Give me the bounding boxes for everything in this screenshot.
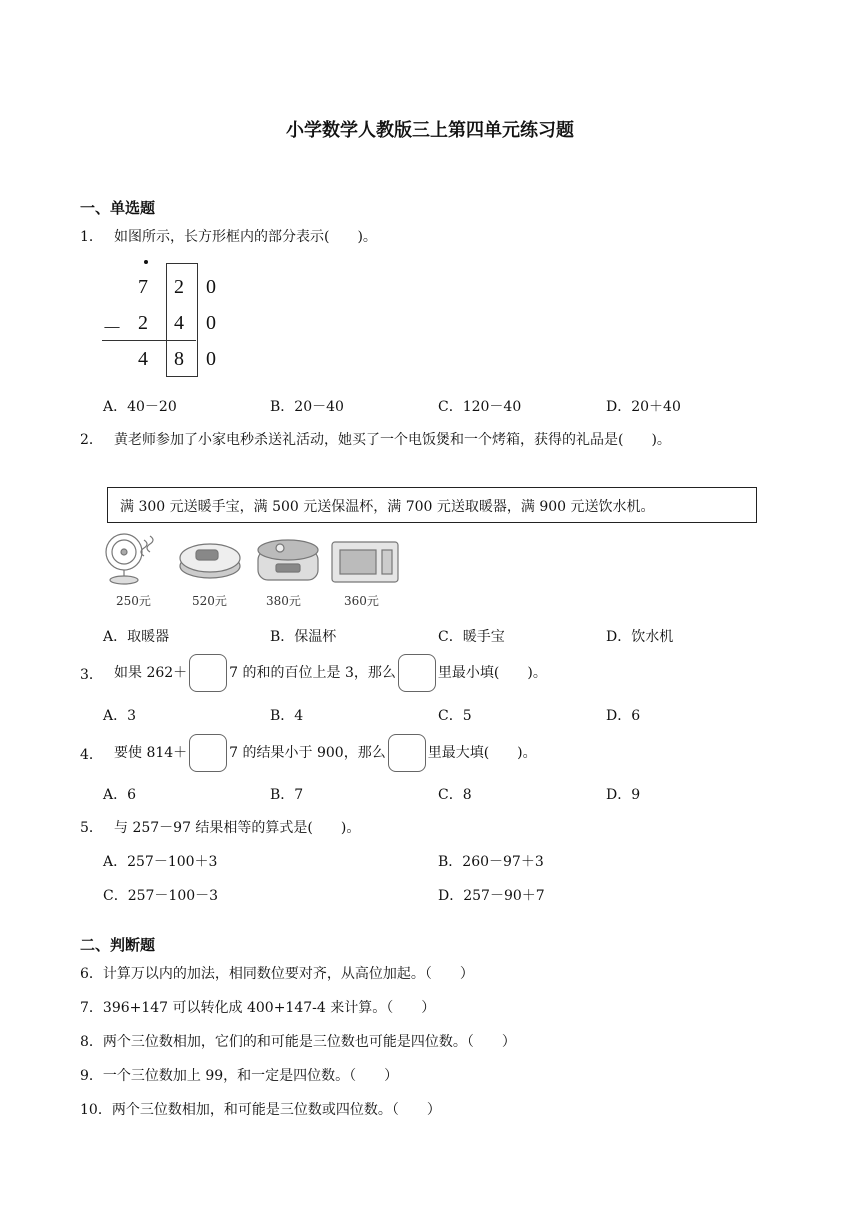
judgement-item-10: 10．两个三位数相加，和可能是三位数或四位数。（ ） — [80, 1102, 441, 1118]
section-heading-single-choice: 一、单选题 — [80, 199, 156, 217]
question-3-text-part: 如果 262＋ — [114, 665, 188, 681]
option-b[interactable]: B．4 — [270, 708, 304, 724]
question-4-text-part: 7 的结果小于 900，那么 — [229, 745, 386, 761]
question-4-text-part: 里最大填( )。 — [427, 745, 537, 761]
option-d[interactable]: D．9 — [606, 787, 641, 803]
question-4-text-part: 要使 814＋ — [114, 745, 188, 761]
question-3-number: 3． — [80, 667, 103, 683]
question-4-number: 4． — [80, 747, 103, 763]
rice-cooker-icon — [258, 540, 318, 580]
digit: 7 — [138, 276, 148, 298]
option-d[interactable]: D．257－90＋7 — [438, 888, 545, 904]
question-3-text — [114, 654, 547, 692]
price-label: 380元 — [266, 594, 301, 608]
digit: 0 — [206, 276, 216, 298]
page-title: 小学数学人教版三上第四单元练习题 — [286, 120, 574, 141]
minus-sign: － — [102, 318, 122, 340]
question-1-text: 如图所示，长方形框内的部分表示( )。 — [114, 229, 377, 245]
judgement-item-6: 6．计算万以内的加法，相同数位要对齐，从高位加起。（ ） — [80, 966, 474, 982]
price-label: 520元 — [192, 594, 227, 608]
answer-blank-box[interactable] — [398, 654, 436, 692]
option-a[interactable]: A．257－100＋3 — [103, 854, 218, 870]
answer-blank-box[interactable] — [388, 734, 426, 772]
option-c[interactable]: C．暖手宝 — [438, 629, 505, 645]
option-c[interactable]: C．257－100－3 — [103, 888, 219, 904]
digit: 8 — [174, 348, 184, 370]
promotion-box: 满 300 元送暖手宝，满 500 元送保温杯，满 700 元送取暖器，满 900 元送饮水机。 — [107, 487, 757, 523]
question-3-text-part: 里最小填( )。 — [437, 665, 547, 681]
digit: 4 — [138, 348, 148, 370]
option-d[interactable]: D．饮水机 — [606, 629, 674, 645]
option-a[interactable]: A．取暖器 — [103, 629, 170, 645]
option-c[interactable]: C．5 — [438, 708, 472, 724]
question-3-text-part: 7 的和的百位上是 3，那么 — [229, 665, 396, 681]
question-5-number: 5． — [80, 820, 103, 836]
option-d[interactable]: D．20＋40 — [606, 399, 681, 415]
option-c[interactable]: C．120－40 — [438, 399, 522, 415]
option-b[interactable]: B．260－97＋3 — [438, 854, 544, 870]
appliance-images — [100, 530, 410, 590]
question-4-text — [114, 734, 537, 772]
question-2-number: 2． — [80, 432, 103, 448]
digit: 2 — [138, 312, 148, 334]
question-5-text: 与 257－97 结果相等的算式是( )。 — [114, 820, 361, 836]
answer-blank-box[interactable] — [189, 734, 227, 772]
sum-line — [102, 340, 196, 341]
digit: 0 — [206, 312, 216, 334]
price-label: 360元 — [344, 594, 379, 608]
price-label: 250元 — [116, 594, 151, 608]
option-b[interactable]: B．7 — [270, 787, 304, 803]
digit: 4 — [174, 312, 184, 334]
section-heading-true-false: 二、判断题 — [80, 936, 156, 954]
option-a[interactable]: A．3 — [103, 708, 137, 724]
digit: 2 — [174, 276, 184, 298]
answer-blank-box[interactable] — [189, 654, 227, 692]
question-2-text: 黄老师参加了小家电秒杀送礼活动，她买了一个电饭煲和一个烤箱，获得的礼品是( )。 — [114, 432, 671, 448]
digit: 0 — [206, 348, 216, 370]
option-a[interactable]: A．6 — [103, 787, 137, 803]
judgement-item-8: 8．两个三位数相加，它们的和可能是三位数也可能是四位数。（ ） — [80, 1034, 516, 1050]
judgement-item-9: 9．一个三位数加上 99，和一定是四位数。（ ） — [80, 1068, 399, 1084]
judgement-item-7: 7．396+147 可以转化成 400+147-4 来计算。（ ） — [80, 1000, 436, 1016]
heater-fan-icon — [106, 534, 153, 584]
robot-vacuum-icon — [180, 544, 240, 578]
option-b[interactable]: B．保温杯 — [270, 629, 337, 645]
option-b[interactable]: B．20－40 — [270, 399, 344, 415]
question-1-number: 1． — [80, 229, 103, 245]
option-a[interactable]: A．40－20 — [103, 399, 177, 415]
oven-icon — [332, 542, 398, 582]
subtraction-figure — [100, 258, 230, 378]
borrow-dot — [144, 260, 148, 264]
option-d[interactable]: D．6 — [606, 708, 641, 724]
option-c[interactable]: C．8 — [438, 787, 472, 803]
